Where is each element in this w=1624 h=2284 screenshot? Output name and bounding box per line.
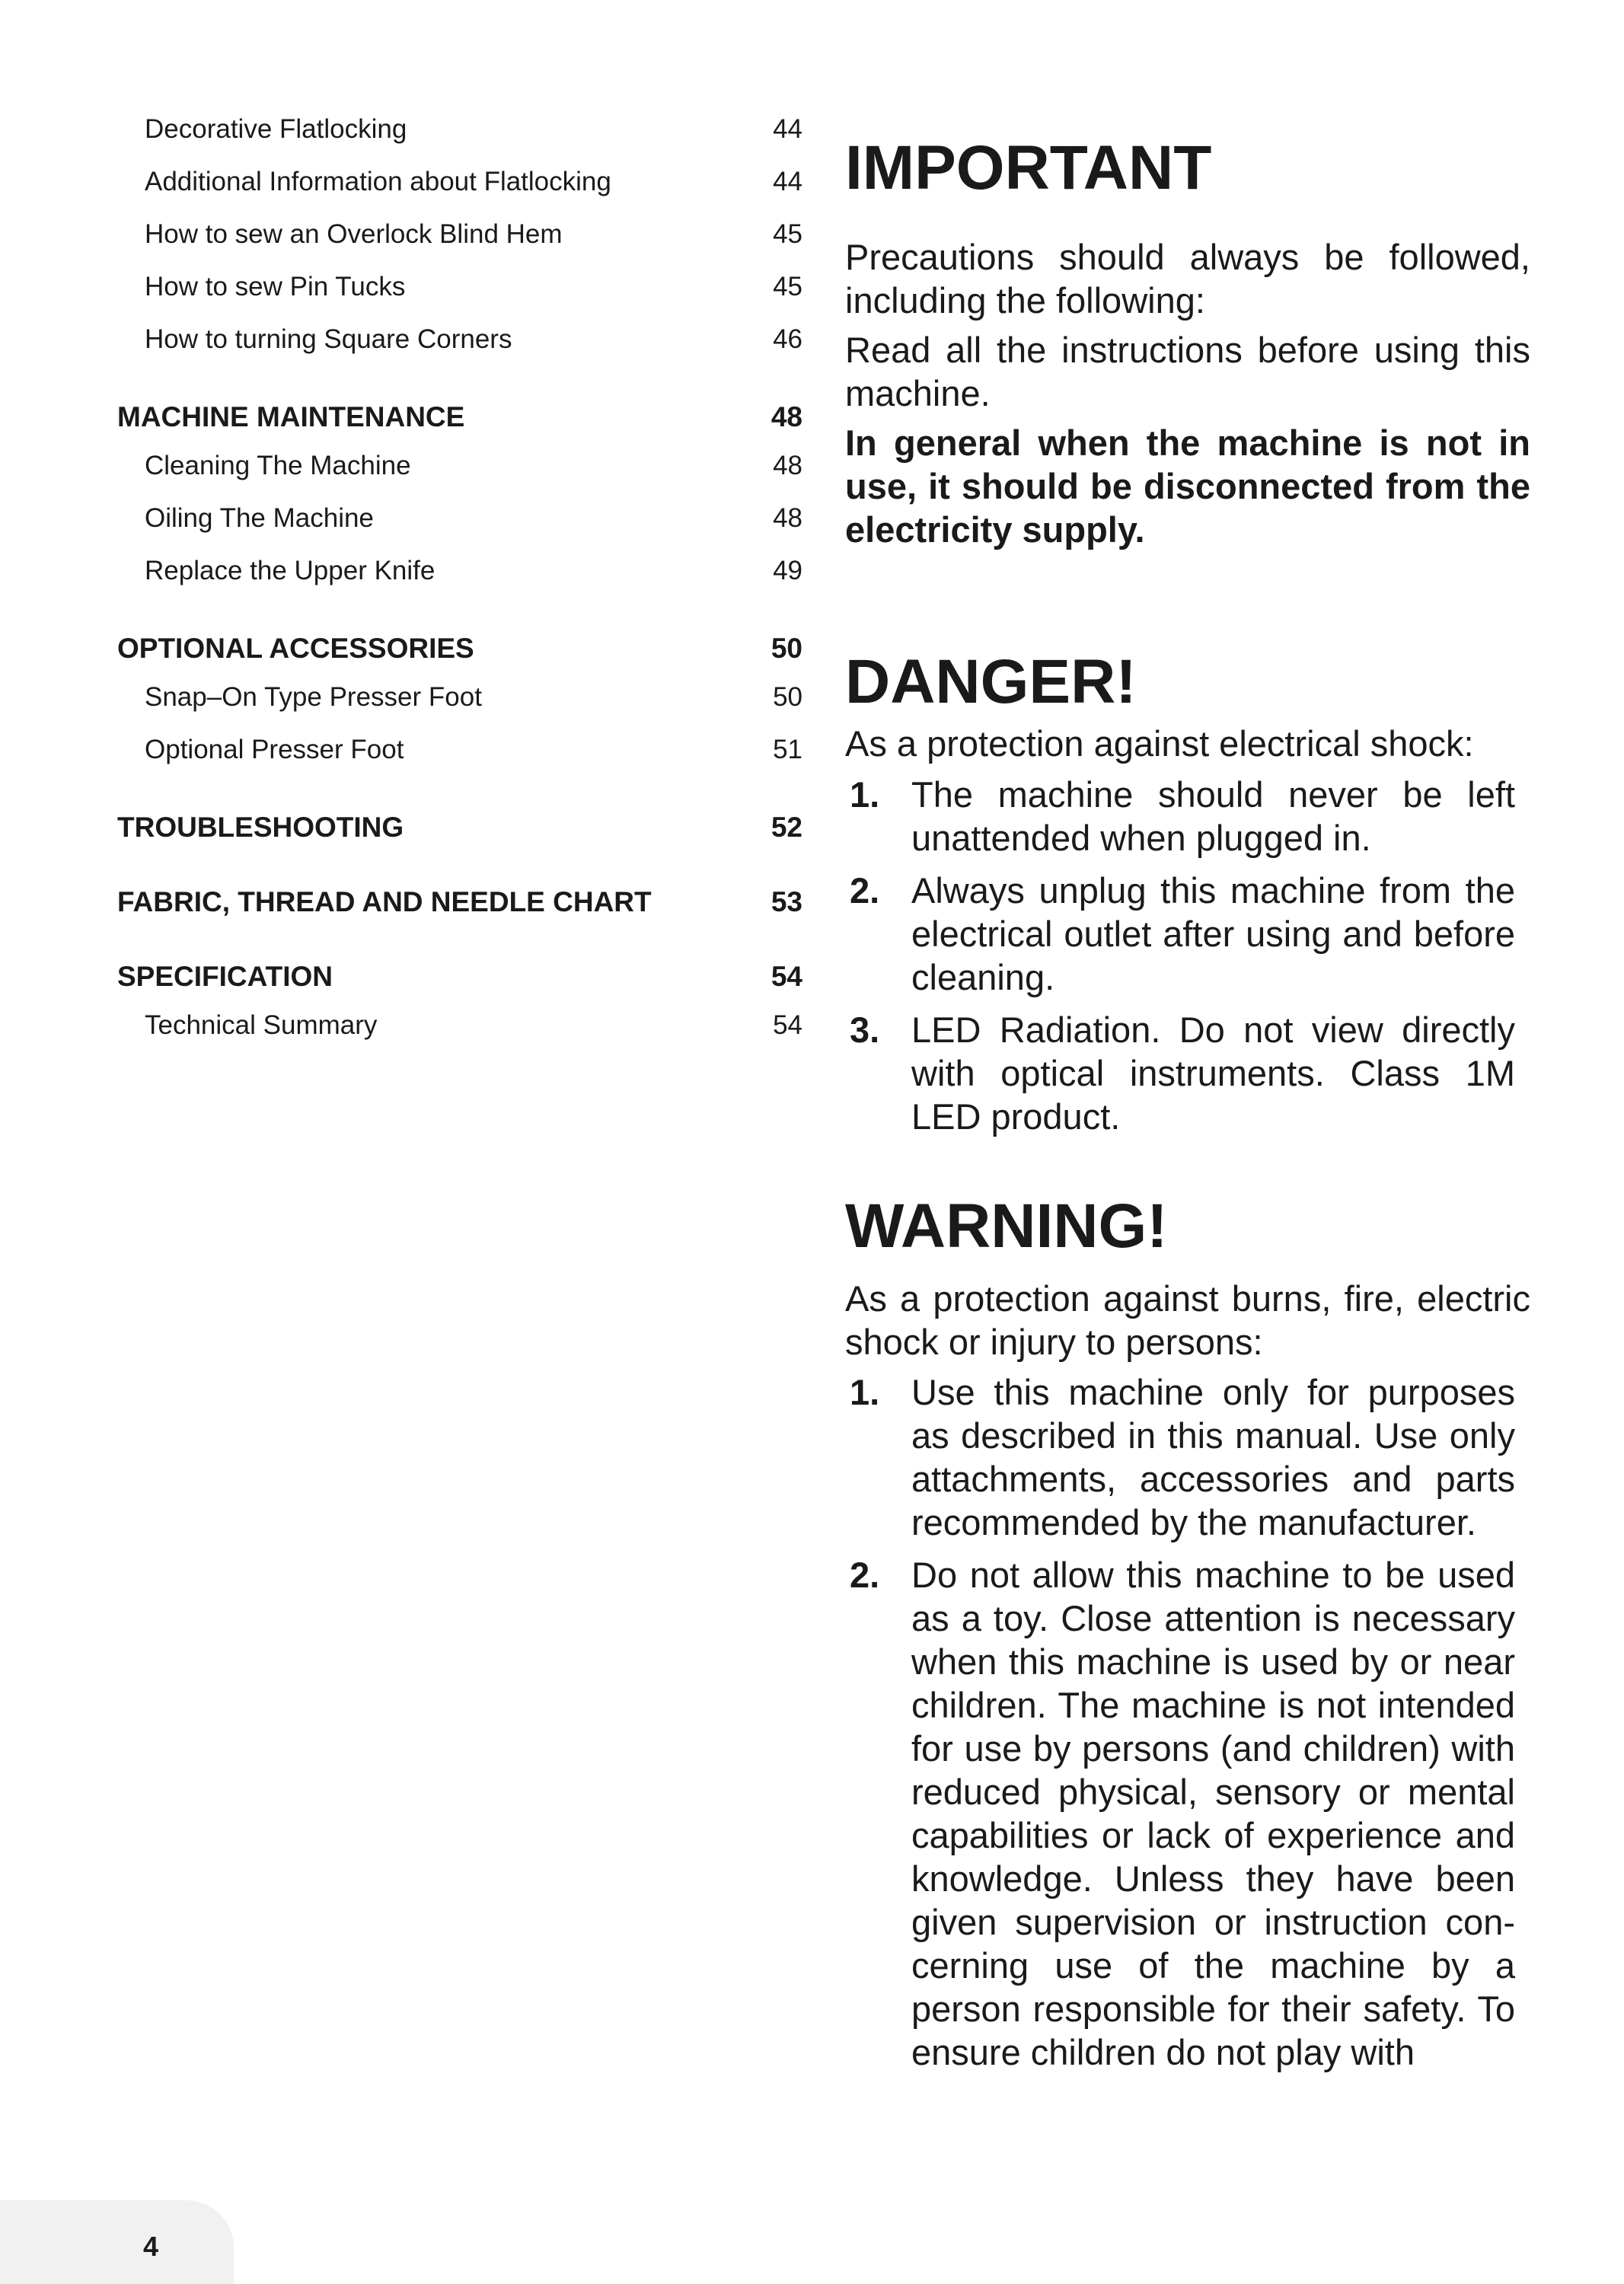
toc-entry[interactable]: [117, 1010, 802, 1044]
item-number: 2.: [850, 870, 880, 911]
toc-page: 45: [773, 219, 802, 249]
toc-label: Oiling The Machine: [145, 503, 374, 533]
toc-page: 46: [773, 324, 802, 354]
toc-entry[interactable]: [117, 219, 802, 253]
list-item: [845, 773, 1515, 860]
toc-section[interactable]: [117, 812, 802, 845]
safety-instructions: [845, 0, 1530, 2284]
toc-label: Replace the Upper Knife: [145, 556, 436, 585]
toc-label: Technical Summary: [145, 1010, 378, 1040]
toc-page: 48: [773, 503, 802, 533]
list-item: [845, 1553, 1515, 2074]
danger-list: [845, 773, 1515, 1147]
toc-page: 49: [773, 556, 802, 585]
toc-label: Optional Presser Foot: [145, 735, 404, 764]
table-of-contents: [117, 0, 802, 1066]
item-text: Do not allow this machine to be used as a toy. Close attention is necessary when this machine is used by or near children. The machine is not intended for use by persons (and children) with reduced physical, sensory or mental capabilities or lack of experience and knowledge. Unless they have been given supervision or instruction concerning use of the machine by a person responsible for their safety. To ensure children do not play with: [911, 1555, 1515, 2072]
important-paragraph: Precautions should always be followed, including the following:: [845, 237, 1530, 321]
toc-label: Decorative Flatlocking: [145, 114, 407, 144]
warning-list: [845, 1370, 1515, 2083]
page-number: 4: [143, 2231, 159, 2262]
toc-section-label: SPECIFICATION: [117, 961, 333, 992]
toc-page: 45: [773, 272, 802, 301]
toc-page: 51: [773, 735, 802, 764]
item-number: 1.: [850, 1372, 880, 1412]
toc-page: 54: [773, 1010, 802, 1040]
important-heading: IMPORTANT: [845, 133, 1212, 203]
toc-section-label: OPTIONAL ACCESSORIES: [117, 633, 474, 664]
toc-page: 48: [773, 451, 802, 480]
toc-section-label: TROUBLESHOOTING: [117, 812, 404, 843]
toc-page: 52: [771, 812, 802, 843]
toc-section[interactable]: [117, 961, 802, 994]
toc-section[interactable]: [117, 633, 802, 666]
list-item: [845, 1370, 1515, 1544]
toc-section[interactable]: [117, 886, 802, 920]
danger-intro: As a protection against electrical shock:: [845, 723, 1474, 764]
danger-heading: DANGER!: [845, 647, 1137, 716]
toc-page: 48: [771, 401, 802, 432]
item-number: 3.: [850, 1010, 880, 1050]
item-number: 1.: [850, 774, 880, 815]
item-text: Always unplug this machine from the electrical outlet after using and before cleaning.: [911, 870, 1515, 997]
toc-entry[interactable]: [117, 735, 802, 768]
toc-entry[interactable]: [117, 114, 802, 148]
toc-page: 44: [773, 167, 802, 196]
important-disconnect-note: In general when the machine is not in use, it should be disconnected from the electricity supply.: [845, 423, 1530, 550]
item-text: Use this machine only for purposes as described in this manual. Use only attachments, accessories and parts recommended by the manufacturer.: [911, 1372, 1515, 1542]
item-number: 2.: [850, 1555, 880, 1595]
toc-page: 53: [771, 886, 802, 917]
toc-page: 44: [773, 114, 802, 144]
toc-entry[interactable]: [117, 272, 802, 305]
item-text: The machine should never be left unattended when plugged in.: [911, 774, 1515, 858]
toc-entry[interactable]: [117, 682, 802, 716]
toc-page: 54: [771, 961, 802, 992]
toc-entry[interactable]: [117, 556, 802, 589]
page-number-tab: [0, 2200, 234, 2284]
toc-page: 50: [773, 682, 802, 712]
toc-label: How to sew an Overlock Blind Hem: [145, 219, 563, 249]
toc-section-label: FABRIC, THREAD AND NEEDLE CHART: [117, 886, 652, 917]
toc-entry[interactable]: [117, 324, 802, 358]
list-item: [845, 1008, 1515, 1138]
toc-entry[interactable]: [117, 503, 802, 537]
toc-page: 50: [771, 633, 802, 664]
toc-label: Cleaning The Machine: [145, 451, 411, 480]
toc-label: Snap–On Type Presser Foot: [145, 682, 482, 712]
item-text: LED Radiation. Do not view directly with optical instruments. Class 1M LED product.: [911, 1010, 1515, 1137]
toc-label: Additional Information about Flatlocking: [145, 167, 611, 196]
list-item: [845, 869, 1515, 999]
toc-entry[interactable]: [117, 167, 802, 200]
toc-section-label: MACHINE MAINTENANCE: [117, 401, 465, 432]
toc-label: How to turning Square Corners: [145, 324, 512, 354]
important-paragraph: Read all the instructions before using this machine.: [845, 330, 1530, 413]
toc-entry[interactable]: [117, 451, 802, 484]
toc-label: How to sew Pin Tucks: [145, 272, 406, 301]
warning-heading: WARNING!: [845, 1191, 1168, 1261]
warning-intro: As a protection against burns, fire, electric shock or injury to persons:: [845, 1278, 1530, 1362]
toc-section[interactable]: [117, 401, 802, 435]
